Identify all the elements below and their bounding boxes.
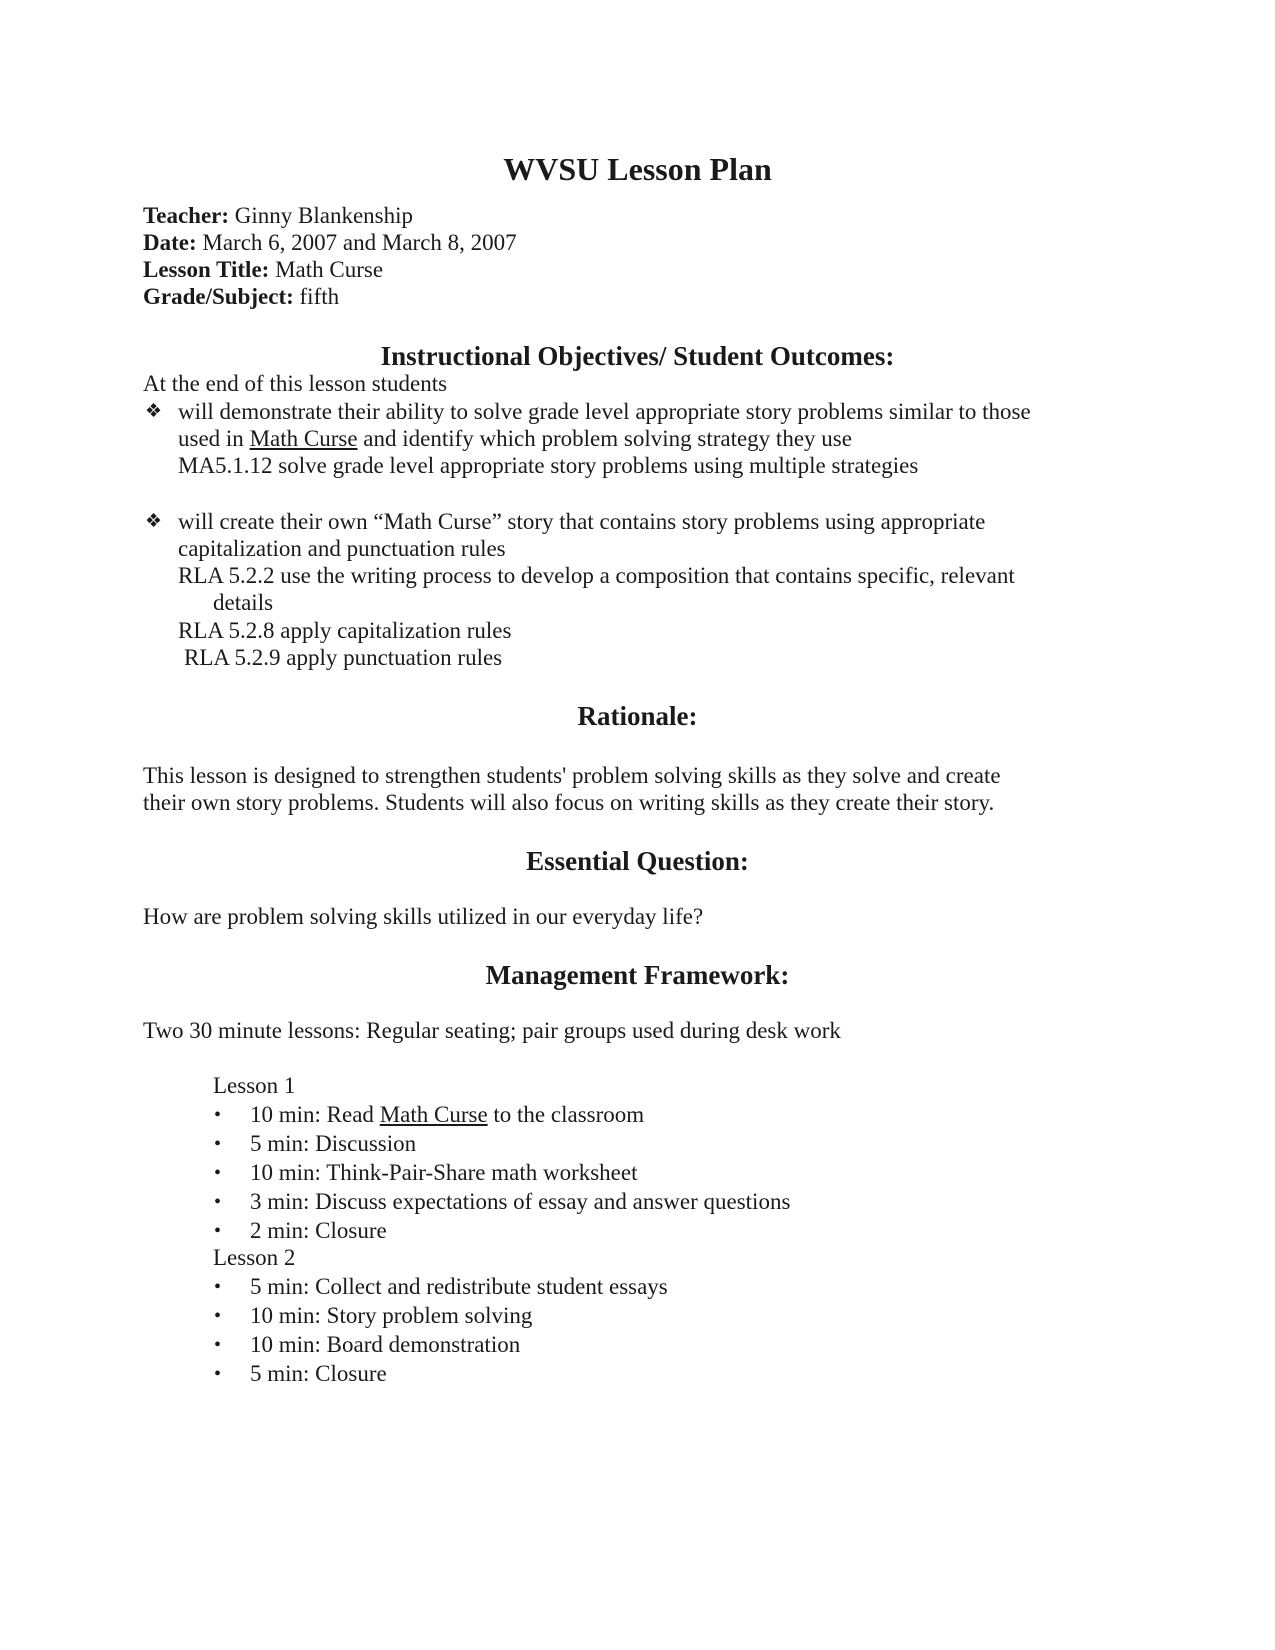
lesson-2-item-2: 10 min: Story problem solving (250, 1303, 533, 1328)
management-text: Two 30 minute lessons: Regular seating; pair groups used during desk work (143, 1018, 841, 1043)
rationale-heading: Rationale: (577, 701, 698, 731)
book-title-math-curse: Math Curse (249, 426, 358, 451)
teacher-label: Teacher: (143, 203, 230, 228)
lesson-1-item-1 (250, 1101, 644, 1129)
rationale-line-2: their own story problems. Students will also focus on writing skills as they create their story. (143, 790, 995, 815)
date-value: March 6, 2007 and March 8, 2007 (202, 230, 517, 255)
objectives-heading: Instructional Objectives/ Student Outcomes: (380, 341, 895, 371)
objective-1-line-1: will demonstrate their ability to solve grade level appropriate story problems similar to those (178, 399, 1031, 424)
standard-rla-5-2-9: RLA 5.2.9 apply punctuation rules (184, 645, 503, 670)
objective-1-line-2 (178, 425, 852, 453)
date-line (143, 229, 517, 257)
date-label: Date: (143, 230, 197, 255)
lesson-1-item-5: 2 min: Closure (250, 1218, 387, 1243)
lesson-title-line (143, 256, 383, 284)
lesson-2-item-3: 10 min: Board demonstration (250, 1332, 521, 1357)
grade-subject-line (143, 283, 339, 311)
diamond-bullet-icon: ❖ (145, 511, 163, 532)
bullet-icon: • (214, 1162, 222, 1184)
lesson-1-item-2: 5 min: Discussion (250, 1131, 417, 1156)
lesson-1-item-4: 3 min: Discuss expectations of essay and answer questions (250, 1189, 791, 1214)
lesson-title-value: Math Curse (275, 257, 384, 282)
lesson-2-item-4: 5 min: Closure (250, 1361, 387, 1386)
bullet-icon: • (214, 1104, 222, 1126)
lesson-1-item-1-text-end: to the classroom (487, 1102, 645, 1127)
bullet-icon: • (214, 1363, 222, 1385)
grade-subject-label: Grade/Subject: (143, 284, 294, 309)
bullet-icon: • (214, 1276, 222, 1298)
objective-1-text: used in (178, 426, 250, 451)
bullet-icon: • (214, 1191, 222, 1213)
management-heading: Management Framework: (485, 960, 790, 990)
objectives-intro: At the end of this lesson students (143, 371, 448, 396)
rationale-line-1: This lesson is designed to strengthen students' problem solving skills as they solve and create (143, 763, 1001, 788)
lesson-1-item-3: 10 min: Think-Pair-Share math worksheet (250, 1160, 638, 1185)
objective-2-line-1: will create their own “Math Curse” story that contains story problems using appropriate (178, 509, 986, 534)
lesson-2-label: Lesson 2 (213, 1245, 296, 1270)
book-title-math-curse: Math Curse (379, 1102, 488, 1127)
objective-2-line-2: capitalization and punctuation rules (178, 536, 506, 561)
standard-ma5-1-12: MA5.1.12 solve grade level appropriate story problems using multiple strategies (178, 453, 919, 478)
essential-question-heading: Essential Question: (526, 846, 749, 876)
teacher-line (143, 202, 413, 230)
teacher-value: Ginny Blankenship (234, 203, 414, 228)
bullet-icon: • (214, 1220, 222, 1242)
lesson-1-label: Lesson 1 (213, 1073, 296, 1098)
diamond-bullet-icon: ❖ (145, 401, 163, 422)
standard-rla-5-2-8: RLA 5.2.8 apply capitalization rules (178, 618, 512, 643)
document-title: WVSU Lesson Plan (503, 151, 772, 187)
grade-subject-value: fifth (299, 284, 340, 309)
lesson-1-item-1-text: 10 min: Read (250, 1102, 380, 1127)
bullet-icon: • (214, 1133, 222, 1155)
lesson-title-label: Lesson Title: (143, 257, 270, 282)
bullet-icon: • (214, 1305, 222, 1327)
standard-rla-5-2-2: RLA 5.2.2 use the writing process to develop a composition that contains specific, relevant (178, 563, 1015, 588)
lesson-2-item-1: 5 min: Collect and redistribute student essays (250, 1274, 668, 1299)
standard-rla-5-2-2-cont: details (213, 590, 274, 615)
bullet-icon: • (214, 1334, 222, 1356)
objective-1-text-end: and identify which problem solving strategy they use (357, 426, 852, 451)
essential-question-text: How are problem solving skills utilized in our everyday life? (143, 904, 704, 929)
